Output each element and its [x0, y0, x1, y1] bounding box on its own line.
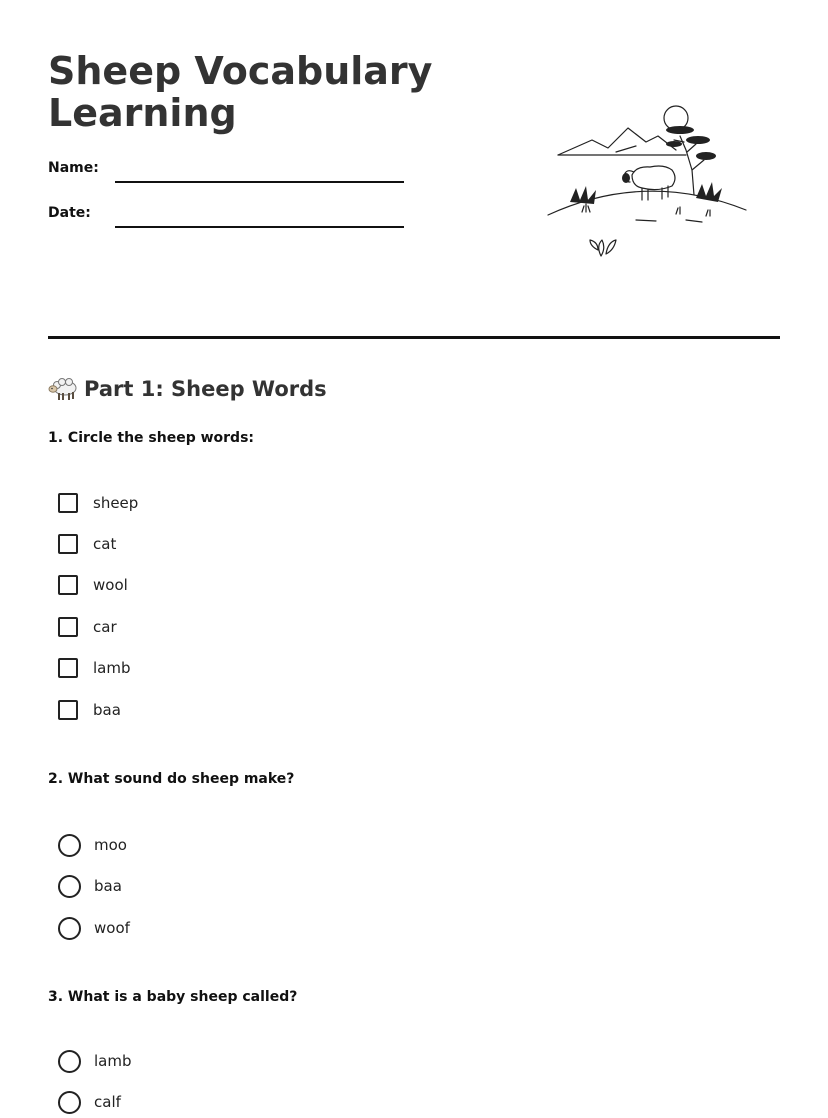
q1-option[interactable] [58, 698, 121, 722]
q1-option[interactable] [58, 615, 117, 639]
q2-option[interactable] [58, 916, 130, 940]
name-line[interactable] [115, 181, 404, 183]
part1-title: Part 1: Sheep Words [84, 377, 327, 401]
checkbox[interactable] [58, 617, 78, 637]
section-divider [48, 336, 780, 339]
checkbox[interactable] [58, 700, 78, 720]
radio-button[interactable] [58, 1091, 81, 1114]
radio-button[interactable] [58, 834, 81, 857]
radio-button[interactable] [58, 875, 81, 898]
checkbox[interactable] [58, 658, 78, 678]
date-line[interactable] [115, 226, 404, 228]
option-label: woof [94, 919, 130, 937]
part1-heading [48, 374, 327, 404]
name-label: Name: [48, 160, 99, 176]
option-label: moo [94, 836, 127, 854]
q3-option[interactable] [58, 1049, 132, 1073]
radio-button[interactable] [58, 917, 81, 940]
question-3: 3. What is a baby sheep called? [48, 989, 298, 1005]
date-field [48, 205, 408, 231]
option-label: cat [93, 535, 117, 553]
sheep-icon [48, 376, 78, 402]
name-field [48, 160, 408, 186]
question-2: 2. What sound do sheep make? [48, 771, 295, 787]
option-label: baa [93, 701, 121, 719]
option-label: car [93, 618, 117, 636]
option-label: lamb [93, 659, 131, 677]
q3-option[interactable] [58, 1090, 121, 1114]
option-label: calf [94, 1093, 121, 1111]
option-label: wool [93, 576, 128, 594]
checkbox[interactable] [58, 534, 78, 554]
date-label: Date: [48, 205, 91, 221]
checkbox[interactable] [58, 493, 78, 513]
q2-option[interactable] [58, 833, 127, 857]
q1-option[interactable] [58, 491, 138, 515]
page-title: Sheep Vocabulary Learning [48, 49, 433, 135]
question-1: 1. Circle the sheep words: [48, 430, 255, 446]
q1-option[interactable] [58, 573, 128, 597]
q1-option[interactable] [58, 656, 131, 680]
option-label: baa [94, 877, 122, 895]
sheep-landscape-illustration [546, 100, 752, 264]
worksheet-page [48, 0, 780, 1118]
radio-button[interactable] [58, 1050, 81, 1073]
q1-option[interactable] [58, 532, 116, 556]
option-label: sheep [93, 494, 139, 512]
q2-option[interactable] [58, 874, 122, 898]
option-label: lamb [94, 1052, 132, 1070]
checkbox[interactable] [58, 575, 78, 595]
